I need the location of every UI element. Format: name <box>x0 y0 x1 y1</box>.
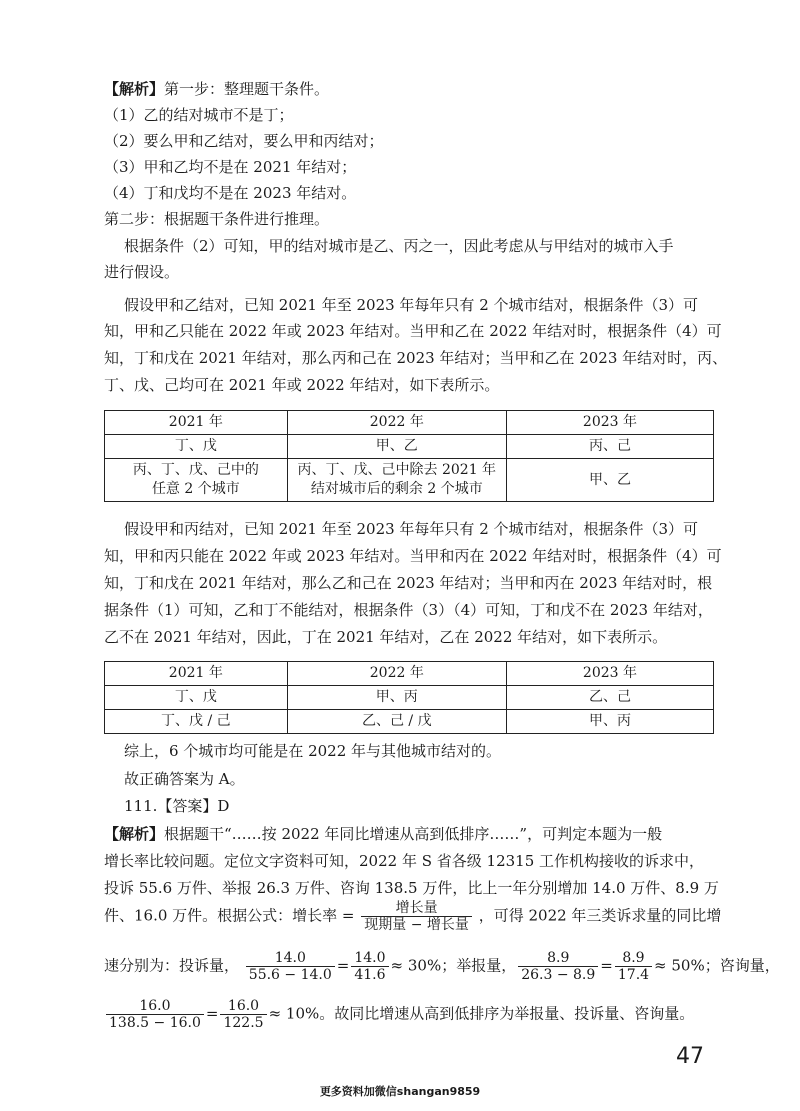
paragraph-line: 知，丁和戊在 2021 年结对，那么乙和己在 2023 年结对；当甲和丙在 2023 年结对时，根 <box>104 574 713 592</box>
question-111-answer: 111.【答案】D <box>124 797 230 815</box>
header-cell: 2021 年 <box>105 411 288 435</box>
table-header-row <box>105 411 714 435</box>
paragraph-line: 投诉 55.6 万件、举报 26.3 万件、咨询 138.5 万件，比上一年分别增加 14.0 万件、8.9 万 <box>104 879 719 897</box>
fraction: $\frac{14.0}{55.6 - 14.0}$ <box>246 950 335 983</box>
analysis-tag: 【解析】 <box>104 80 165 98</box>
paragraph-line: 假设甲和乙结对，已知 2021 年至 2023 年每年只有 2 个城市结对，根据条件（3）可 <box>124 296 699 314</box>
table-cell: 甲、丙 <box>287 686 506 710</box>
header-cell: 2022 年 <box>287 662 506 686</box>
fraction: $\frac{16.0}{122.5}$ <box>220 998 266 1031</box>
pairing-table-1 <box>104 410 714 502</box>
page-number: 47 <box>676 1044 704 1069</box>
header-cell: 2021 年 <box>105 662 288 686</box>
paragraph-line: 根据条件（2）可知，甲的结对城市是乙、丙之一，因此考虑从与甲结对的城市入手 <box>124 237 674 255</box>
table-cell: 甲、丙 <box>506 710 713 734</box>
growth-calc-line: $\frac{16.0}{138.5 - 16.0}$ = $\frac{16.0}{122.5}$ ≈ 10%。故同比增速从高到低排序为举报量、投诉量、咨询量。 <box>104 998 714 1031</box>
table-cell: 甲、乙 <box>287 435 506 459</box>
paragraph-line: 增长率比较问题。定位文字资料可知，2022 年 S 省各级 12315 工作机构接收的诉求中， <box>104 852 705 870</box>
paragraph-line: 丁、戊、己均可在 2021 年或 2022 年结对，如下表所示。 <box>104 376 500 394</box>
table-cell: 丙、丁、戊、己中除去 2021 年 结对城市后的剩余 2 个城市 <box>287 459 506 502</box>
condition-4: （4）丁和戊均不是在 2023 年结对。 <box>104 184 357 202</box>
header-cell: 2023 年 <box>506 411 713 435</box>
table-row <box>105 459 714 502</box>
table-cell: 丙、己 <box>506 435 713 459</box>
condition-3: （3）甲和乙均不是在 2021 年结对； <box>104 158 357 176</box>
growth-calc-line: 速分别为：投诉量， $\frac{14.0}{55.6 - 14.0}$ = $\frac{14.0}{41.6}$ ≈ 30%；举报量， $\frac{8.9}{26.3 - 8.9}$ = $\frac{8.9}{17.4}$ ≈ 50%；咨询量， <box>104 950 780 983</box>
table-cell: 丁、戊 / 己 <box>105 710 288 734</box>
paragraph-line: 进行假设。 <box>104 263 180 281</box>
paragraph-line: 假设甲和丙结对，已知 2021 年至 2023 年每年只有 2 个城市结对，根据条件（3）可 <box>124 520 699 538</box>
condition-1: （1）乙的结对城市不是丁； <box>104 106 294 124</box>
table-cell: 甲、乙 <box>506 459 713 502</box>
growth-formula-line: 件、16.0 万件。根据公式：增长率 = $\frac{\text{增长量}}{\text{现期量 − 增长量}}$ ，可得 2022 年三类诉求量的同比增 <box>104 900 722 933</box>
fraction: $\frac{16.0}{138.5 - 16.0}$ <box>106 998 204 1031</box>
table-row <box>105 435 714 459</box>
table-cell: 丁、戊 <box>105 686 288 710</box>
analysis-step1: 【解析】第一步：整理题干条件。 <box>104 80 330 98</box>
paragraph-line: 据条件（1）可知，乙和丁不能结对，根据条件（3）（4）可知，丁和戊不在 2023 年结对， <box>104 601 713 619</box>
table-header-row <box>105 662 714 686</box>
summary-line: 综上，6 个城市均可能是在 2022 年与其他城市结对的。 <box>124 742 502 760</box>
fraction: $\frac{8.9}{26.3 - 8.9}$ <box>518 950 598 983</box>
paragraph-line: 知，甲和丙只能在 2022 年或 2023 年结对。当甲和丙在 2022 年结对时，根据条件（4）可 <box>104 547 722 565</box>
footer-note: 更多资料加微信shangan9859 <box>319 1085 481 1098</box>
table-row <box>105 710 714 734</box>
table-row <box>105 686 714 710</box>
header-cell: 2023 年 <box>506 662 713 686</box>
pairing-table-2 <box>104 661 714 734</box>
growth-rate-formula: $\frac{\text{增长量}}{\text{现期量 − 增长量}}$ <box>361 900 472 933</box>
table-cell: 乙、己 / 戊 <box>287 710 506 734</box>
fraction: $\frac{14.0}{41.6}$ <box>351 950 388 983</box>
analysis-step2: 第二步：根据题干条件进行推理。 <box>104 210 330 228</box>
paragraph-line: 乙不在 2021 年结对，因此，丁在 2021 年结对，乙在 2022 年结对，如下表所示。 <box>104 628 668 646</box>
paragraph-line: 【解析】根据题干“……按 2022 年同比增速从高到低排序……”，可判定本题为一般 <box>104 825 663 843</box>
header-cell: 2022 年 <box>287 411 506 435</box>
fraction: $\frac{8.9}{17.4}$ <box>615 950 652 983</box>
condition-2: （2）要么甲和乙结对，要么甲和丙结对； <box>104 132 384 150</box>
table-cell: 乙、己 <box>506 686 713 710</box>
analysis-tag: 【解析】 <box>104 825 165 843</box>
paragraph-line: 知，甲和乙只能在 2022 年或 2023 年结对。当甲和乙在 2022 年结对时，根据条件（4）可 <box>104 322 722 340</box>
table-cell: 丁、戊 <box>105 435 288 459</box>
table-cell: 丙、丁、戊、己中的 任意 2 个城市 <box>105 459 288 502</box>
paragraph-line: 知，丁和戊在 2021 年结对，那么丙和己在 2023 年结对；当甲和乙在 2023 年结对时，丙、 <box>104 349 728 367</box>
answer-line: 故正确答案为 A。 <box>124 770 245 788</box>
